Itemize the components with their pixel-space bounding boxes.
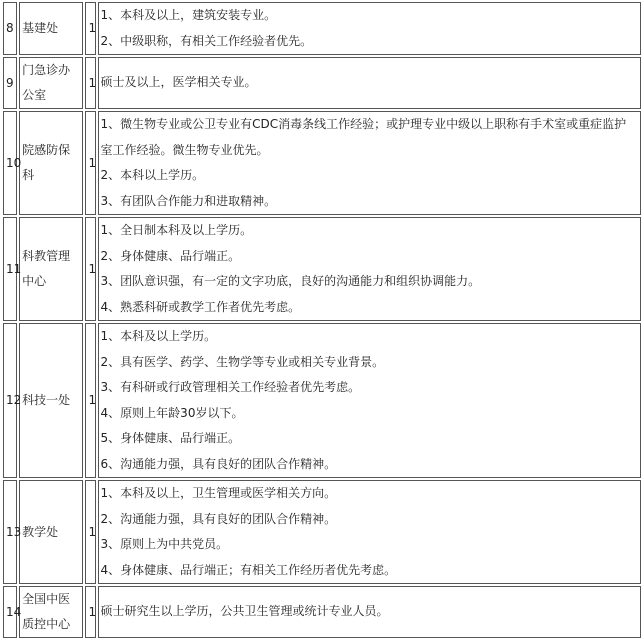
requirement-line: 2、具有医学、药学、生物学等专业或相关专业背景。 bbox=[100, 354, 385, 369]
requirement-line: 硕士研究生以上学历，公共卫生管理或统计专业人员。 bbox=[100, 604, 389, 619]
table-row bbox=[3, 323, 641, 478]
requirement-line: 2、沟通能力强，具有良好的团队合作精神。 bbox=[100, 511, 337, 526]
position-count: 1 bbox=[85, 111, 95, 215]
requirement-line: 1、本科及以上，卫生管理或医学相关方向。 bbox=[100, 486, 337, 500]
requirement-line: 1、微生物专业或公卫专业有CDC消毒条线工作经验；或护理专业中级以上职称有手术室或重症监护室工作经验。微生物专业优先。 bbox=[100, 117, 627, 157]
requirement-line: 4、身体健康、品行端正；有相关工作经历者优先考虑。 bbox=[100, 562, 397, 577]
requirement-line: 1、全日制本科及以上学历。 bbox=[100, 223, 253, 237]
department-name: 科教管理中心 bbox=[19, 217, 83, 321]
row-number: 9 bbox=[3, 57, 17, 109]
position-count: 1 bbox=[85, 323, 95, 478]
requirement-line: 6、沟通能力强，具有良好的团队合作精神。 bbox=[100, 456, 337, 471]
table-row bbox=[3, 586, 641, 638]
requirements-cell bbox=[98, 217, 641, 321]
requirement-line: 2、本科以上学历。 bbox=[100, 168, 205, 182]
row-number: 10 bbox=[3, 111, 17, 215]
table-body bbox=[3, 2, 641, 638]
table-row bbox=[3, 2, 641, 55]
table-row bbox=[3, 111, 641, 215]
department-name: 门急诊办公室 bbox=[19, 57, 83, 109]
requirements-cell bbox=[98, 57, 641, 109]
department-name: 基建处 bbox=[19, 2, 83, 55]
row-number: 13 bbox=[3, 480, 17, 584]
requirement-line: 3、有科研或行政管理相关工作经验者优先考虑。 bbox=[100, 380, 361, 394]
requirement-line: 3、团队意识强，有一定的文字功底，良好的沟通能力和组织协调能力。 bbox=[100, 274, 481, 288]
requirement-line: 硕士及以上，医学相关专业。 bbox=[100, 75, 257, 90]
position-count: 1 bbox=[85, 480, 95, 584]
requirement-line: 3、有团队合作能力和进取精神。 bbox=[100, 193, 277, 208]
position-count: 1 bbox=[85, 217, 95, 321]
requirements-cell bbox=[98, 480, 641, 584]
requirement-line: 4、原则上年龄30岁以下。 bbox=[100, 405, 244, 420]
requirement-line: 2、身体健康、品行端正。 bbox=[100, 248, 241, 263]
requirements-cell bbox=[98, 2, 641, 55]
requirements-cell bbox=[98, 323, 641, 478]
requirement-line: 5、身体健康、品行端正。 bbox=[100, 431, 241, 445]
row-number: 12 bbox=[3, 323, 17, 478]
position-count: 1 bbox=[85, 586, 95, 638]
table-row bbox=[3, 217, 641, 321]
table-row bbox=[3, 480, 641, 584]
requirements-cell bbox=[98, 586, 641, 638]
department-name: 科技一处 bbox=[19, 323, 83, 478]
requirement-line: 2、中级职称，有相关工作经验者优先。 bbox=[100, 33, 313, 48]
requirement-line: 1、本科及以上，建筑安装专业。 bbox=[100, 8, 277, 22]
department-name: 教学处 bbox=[19, 480, 83, 584]
requirement-line: 1、本科及以上学历。 bbox=[100, 329, 217, 343]
department-name: 院感防保科 bbox=[19, 111, 83, 215]
requirement-line: 3、原则上为中共党员。 bbox=[100, 537, 229, 551]
row-number: 8 bbox=[3, 2, 17, 55]
requirement-line: 4、熟悉科研或教学工作者优先考虑。 bbox=[100, 299, 301, 314]
position-count: 1 bbox=[85, 57, 95, 109]
table-row bbox=[3, 57, 641, 109]
job-requirements-table bbox=[1, 0, 643, 640]
row-number: 11 bbox=[3, 217, 17, 321]
department-name: 全国中医质控中心 bbox=[19, 586, 83, 638]
position-count: 1 bbox=[85, 2, 95, 55]
requirements-cell bbox=[98, 111, 641, 215]
row-number: 14 bbox=[3, 586, 17, 638]
